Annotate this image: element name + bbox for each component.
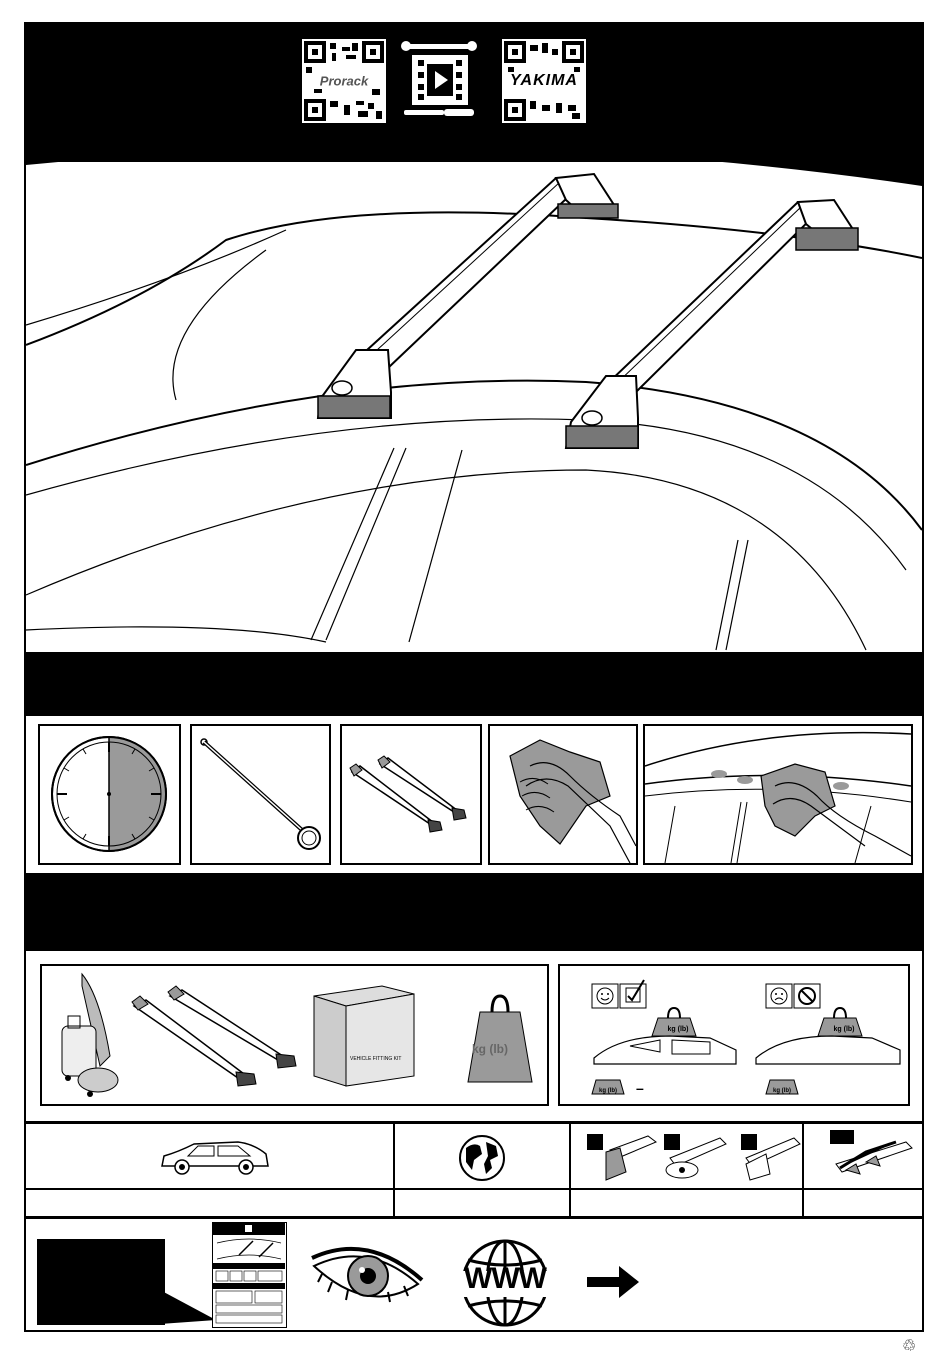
table-divider-2 <box>569 1122 571 1218</box>
cleaning-cloth-icon <box>490 726 636 863</box>
screwdriver-icon <box>404 109 474 116</box>
small-weight-good-label: kg (lb) <box>599 1088 617 1094</box>
www-label: WWW <box>464 1262 546 1295</box>
arrow-right-icon <box>587 1266 639 1298</box>
video-tutorial[interactable] <box>400 40 480 120</box>
good-weight-label: kg (lb) <box>667 1026 689 1033</box>
bad-weight-label: kg (lb) <box>833 1026 855 1033</box>
prep-band <box>24 652 924 716</box>
smiley-happy-icon <box>597 988 613 1004</box>
prep-tile-bars <box>340 724 482 865</box>
prep-tile-clock <box>38 724 181 865</box>
qr-code-yakima[interactable] <box>500 37 588 125</box>
prorack-logo-text: Prorack <box>302 74 386 89</box>
roof-bars-illustration <box>26 130 922 652</box>
clean-roof-icon <box>645 726 911 863</box>
recycle-icon: ♲ <box>902 1338 917 1355</box>
prep-tile-tool <box>190 724 331 865</box>
eye-icon <box>308 1240 426 1310</box>
callout-pointer <box>160 1290 216 1326</box>
yakima-logo-text: YAKIMA <box>502 72 586 90</box>
box-label: VEHICLE FITTING KIT <box>350 1056 402 1062</box>
foot-flush-icon <box>600 1130 660 1190</box>
qr-code-prorack[interactable] <box>300 37 388 125</box>
load-distribution-panel <box>558 964 910 1106</box>
foot-rail-icon <box>826 1128 918 1184</box>
footer-black-block <box>37 1239 165 1325</box>
torque-tool-icon <box>192 726 329 863</box>
table-divider-3 <box>802 1122 804 1218</box>
prep-tile-cloth <box>488 724 638 865</box>
weight-label: kg (lb) <box>472 1042 508 1056</box>
foot-clamp-icon <box>736 1130 802 1190</box>
globe-icon <box>458 1134 506 1182</box>
smiley-sad-icon <box>771 988 787 1004</box>
video-play-icon <box>412 55 468 105</box>
prep-tile-clean-roof <box>643 724 913 865</box>
table-top-line <box>24 1122 924 1124</box>
roof-bars-icon <box>342 726 480 863</box>
small-weight-bad-label: kg (lb) <box>773 1088 791 1094</box>
wrench-icon <box>401 41 477 51</box>
fitting-kit-box-icon <box>314 986 414 1086</box>
instruction-sheet-thumbnail <box>212 1222 287 1328</box>
car-icon <box>158 1136 272 1178</box>
load-items-panel <box>40 964 549 1106</box>
table-divider-1 <box>393 1122 395 1218</box>
load-band <box>24 873 924 951</box>
clock-icon <box>40 726 179 863</box>
minus-sign: – <box>636 1080 644 1096</box>
luggage-icon <box>42 966 547 1104</box>
foot-railing-icon <box>660 1130 730 1190</box>
load-distribution-illustration <box>560 966 908 1104</box>
weight-icon <box>468 996 532 1082</box>
roof-bars-icon <box>132 986 296 1086</box>
